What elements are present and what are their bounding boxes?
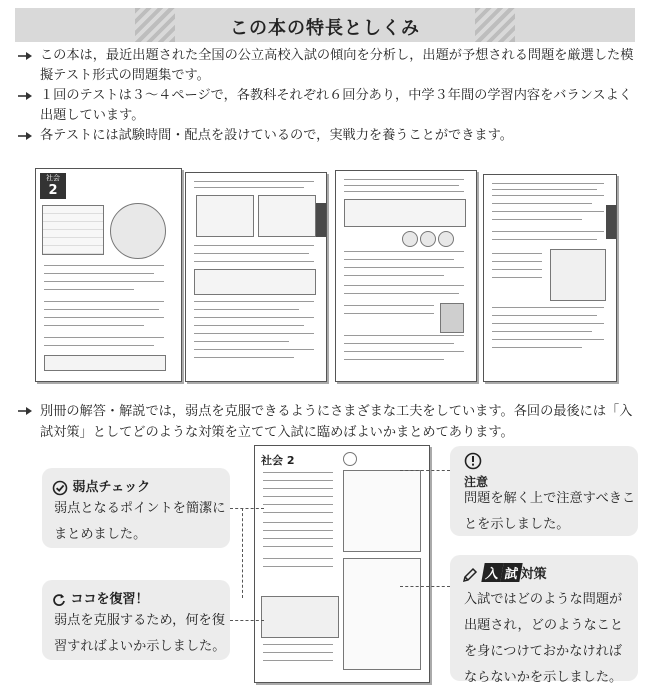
title-bar	[15, 8, 635, 42]
sample-page-2	[185, 172, 327, 382]
note-title: 注意	[464, 475, 489, 489]
exam-title: 対策	[520, 567, 547, 582]
review-body: 弱点を克服するため，何を復習すればよいか示しました。	[54, 613, 226, 654]
exam-badge-2: 試	[500, 563, 522, 582]
feature-item	[18, 401, 638, 443]
connector-line	[400, 470, 450, 471]
exclamation-icon	[464, 452, 482, 470]
arrow-icon	[18, 131, 36, 141]
connector-line	[230, 620, 264, 621]
feature-list	[18, 46, 638, 146]
feature-item	[18, 46, 638, 86]
answer-page	[254, 445, 430, 683]
answer-subject: 社会	[261, 454, 283, 467]
feature-item	[18, 86, 638, 126]
exam-callout	[450, 555, 638, 685]
weak-check-body: 弱点となるポイントを簡潔にまとめました。	[54, 501, 226, 542]
feature-item	[18, 126, 638, 146]
sample-page-4	[483, 174, 617, 382]
globe-image	[110, 203, 166, 259]
answer-page-header	[261, 452, 295, 468]
weak-check-callout	[42, 468, 230, 548]
world-map	[42, 205, 104, 255]
connector-line	[400, 586, 450, 587]
japan-map	[550, 249, 606, 301]
weak-check-head	[52, 476, 150, 496]
refresh-icon	[52, 593, 66, 607]
note-callout	[450, 446, 638, 536]
diagram-figure	[196, 195, 254, 237]
note-head	[464, 452, 482, 470]
check-circle-icon	[52, 480, 68, 496]
diagram-figure	[258, 195, 316, 237]
exam-badge-1: 入	[481, 563, 503, 582]
test-number: 2	[48, 183, 58, 198]
review-title: ココを復習！	[70, 592, 149, 607]
arrow-icon	[18, 91, 36, 101]
sample-pages	[35, 168, 615, 390]
exam-body: 入試ではどのような問題が出題され，どのようなことを身につけておかなければならないかを示しました。	[464, 592, 624, 685]
review-callout	[42, 580, 230, 660]
review-head	[52, 588, 149, 607]
arrow-icon	[18, 51, 36, 61]
subject-label: 社会	[46, 174, 60, 182]
feature-text: 各テストには試験時間・配点を設けているので，実戦力を養うことができます。	[40, 128, 513, 143]
weak-check-title: 弱点チェック	[72, 480, 151, 495]
pencil-icon	[462, 567, 478, 583]
answer-number: 2	[286, 454, 295, 467]
connector-line	[242, 508, 243, 598]
feature-text: １回のテストは３～４ページで，各教科それぞれ６回分あり，中学３年間の学習内容をバランスよく出題しています。	[40, 88, 632, 123]
note-body: 問題を解く上で注意すべきことを示しました。	[464, 491, 636, 532]
exam-head	[462, 563, 547, 583]
sample-page-1	[35, 168, 182, 382]
feature-list-2	[18, 401, 638, 443]
note-box	[343, 470, 421, 552]
exam-strategy-box	[343, 558, 421, 670]
arrow-icon	[18, 406, 36, 416]
feature-text: この本は，最近出題された全国の公立高校入試の傾向を分析し，出題が予想される問題を厳選した模擬テスト形式の問題集です。	[40, 48, 634, 83]
sample-page-3	[335, 170, 477, 382]
weak-check-box	[261, 596, 339, 638]
feature-text: 別冊の解答・解説では，弱点を克服できるようにさまざまな工夫をしています。各回の最後には「入試対策」としてどのような対策を立てて入試に臨めばよいかまとめてあります。	[40, 404, 633, 440]
portrait-image	[440, 303, 464, 333]
page-title: この本の特長としくみ	[230, 18, 420, 39]
subject-badge	[40, 173, 66, 199]
connector-line	[230, 508, 264, 509]
